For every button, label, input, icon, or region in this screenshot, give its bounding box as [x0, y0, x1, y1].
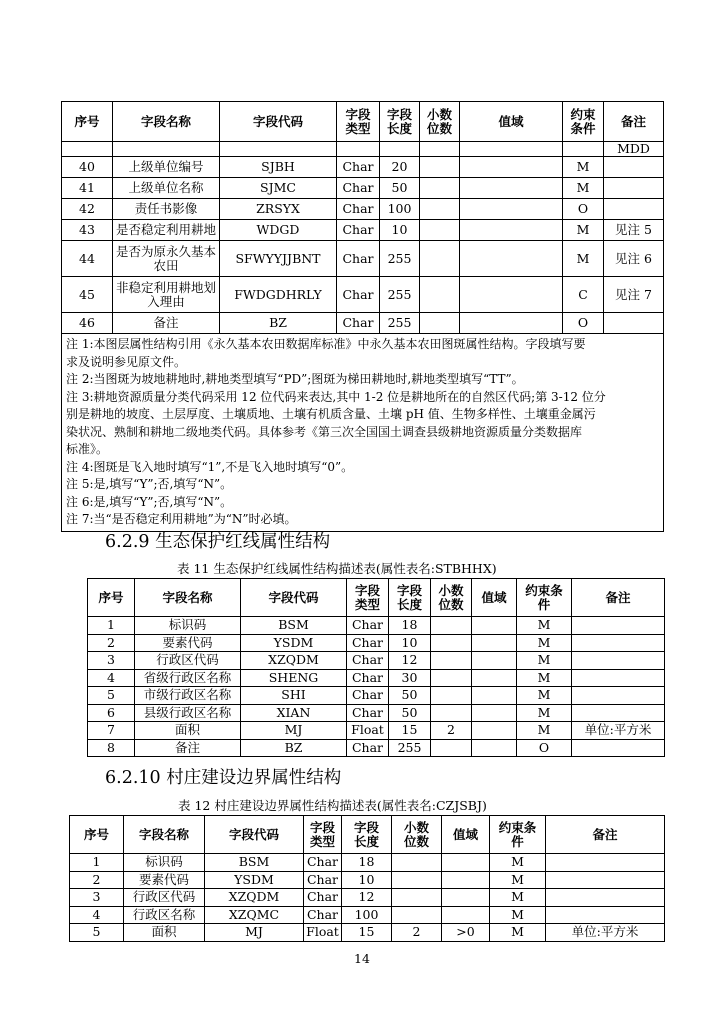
table-cell: M: [490, 889, 546, 907]
table-cell: [472, 634, 517, 652]
table-cell: 46: [62, 313, 113, 334]
table-cell: O: [563, 313, 604, 334]
table-cell: BSM: [205, 854, 304, 872]
table-cell: [431, 634, 472, 652]
table-cell: Char: [337, 277, 380, 313]
table-cell: M: [563, 241, 604, 277]
table-cell: 6: [88, 704, 135, 722]
column-header: 字段长度: [380, 102, 420, 142]
table-row: [88, 704, 665, 722]
table-cell: Char: [337, 241, 380, 277]
table-cell: 面积: [135, 722, 241, 740]
table-cell: 255: [380, 277, 420, 313]
table-cell: 县级行政区名称: [135, 704, 241, 722]
column-header: 小数位数: [420, 102, 460, 142]
table-cell: 面积: [124, 924, 205, 942]
table-cell: [392, 906, 442, 924]
table-cell: 见注 6: [604, 241, 664, 277]
table-cell: [442, 871, 490, 889]
table-cell: M: [490, 871, 546, 889]
table-cell: 是否为原永久基本农田: [113, 241, 220, 277]
table-cell: Char: [337, 220, 380, 241]
table-cell: [604, 178, 664, 199]
table-caption: 表 11 生态保护红线属性结构描述表(属性表名:STBHHX): [177, 561, 497, 576]
table-cell: >0: [442, 924, 490, 942]
table-cell: Char: [347, 669, 389, 687]
note-line: 注 7:当“是否稳定利用耕地”为“N”时必填。: [66, 512, 297, 526]
table-cell: 20: [380, 157, 420, 178]
table-cell: [472, 652, 517, 670]
table-cell: [431, 704, 472, 722]
table-cell: 100: [380, 199, 420, 220]
table-cell: 5: [88, 687, 135, 705]
table-cell: 50: [389, 704, 431, 722]
table-cell: [431, 617, 472, 635]
table-row: [62, 313, 664, 334]
table-cell: [572, 687, 665, 705]
page-number: 14: [354, 951, 370, 966]
table-cell: Char: [337, 157, 380, 178]
table-cell: YSDM: [241, 634, 347, 652]
note-line: 注 2:当图斑为坡地耕地时,耕地类型填写“PD”;图斑为梯田耕地时,耕地类型填写“TT”。: [66, 372, 524, 386]
table-cell: O: [517, 739, 572, 757]
table-row: [62, 277, 664, 313]
table-cell: [604, 157, 664, 178]
note-line: 注 4:图斑是飞入地时填写“1”,不是飞入地时填写“0”。: [66, 459, 354, 474]
column-header: 小数位数: [431, 579, 472, 617]
column-header: 字段代码: [241, 579, 347, 617]
table-cell: [472, 722, 517, 740]
table-cell: Char: [337, 178, 380, 199]
table-cell: [472, 687, 517, 705]
note-line: 注 5:是,填写“Y”;否,填写“N”。: [66, 477, 233, 491]
table-cell: [546, 854, 665, 872]
note-line: 别是耕地的坡度、土层厚度、土壤质地、土壤有机质含量、土壤 pH 值、生物多样性、土壤重金属污: [66, 407, 596, 421]
table-cell: BZ: [241, 739, 347, 757]
table-cell: [420, 178, 460, 199]
table-cell: Char: [337, 313, 380, 334]
table-cell: 100: [342, 906, 392, 924]
table-cell: MJ: [205, 924, 304, 942]
column-header: 字段类型: [304, 816, 342, 854]
table-cell: [572, 652, 665, 670]
column-header: 约束条件: [563, 102, 604, 142]
table-cell: SJMC: [220, 178, 337, 199]
table-row: [70, 906, 665, 924]
table-header-row: [88, 579, 665, 617]
table-cell: 是否稳定利用耕地: [113, 220, 220, 241]
table-caption: 表 12 村庄建设边界属性结构描述表(属性表名:CZJSBJ): [178, 798, 487, 813]
table-cell: 2: [70, 871, 124, 889]
table-cell: [460, 178, 563, 199]
table-cell: [460, 220, 563, 241]
table-cell: 43: [62, 220, 113, 241]
table-cell: M: [563, 157, 604, 178]
table-cell: 要素代码: [124, 871, 205, 889]
column-header: 约束条件: [517, 579, 572, 617]
table-row: [62, 220, 664, 241]
table-cell: SJBH: [220, 157, 337, 178]
table-cell: 7: [88, 722, 135, 740]
column-header: 约束条件: [490, 816, 546, 854]
section-heading: 6.2.9 生态保护红线属性结构: [105, 532, 331, 552]
field-table-czjsbj: [69, 815, 665, 942]
table-row: [62, 157, 664, 178]
table-cell: Float: [304, 924, 342, 942]
table-cell: 单位:平方米: [546, 924, 665, 942]
table-cell: [431, 687, 472, 705]
table-cell: 行政区名称: [124, 906, 205, 924]
table-cell: FWDGDHRLY: [220, 277, 337, 313]
table-cell: [546, 889, 665, 907]
table-cell: M: [490, 906, 546, 924]
table-cell: M: [517, 704, 572, 722]
table-cell: [392, 854, 442, 872]
table-cell: 单位:平方米: [572, 722, 665, 740]
note-line: 标准》。: [66, 442, 109, 456]
table-cell: 责任书影像: [113, 199, 220, 220]
table-cell: [392, 889, 442, 907]
table-cell: Char: [304, 906, 342, 924]
table-cell: [472, 617, 517, 635]
column-header: 备注: [604, 102, 664, 142]
table-cell: Float: [347, 722, 389, 740]
table-cell: SFWYYJJBNT: [220, 241, 337, 277]
table-cell: 上级单位编号: [113, 157, 220, 178]
table-cell: BZ: [220, 313, 337, 334]
table-cell: 10: [389, 634, 431, 652]
table-cell: Char: [347, 704, 389, 722]
table-cell: 市级行政区名称: [135, 687, 241, 705]
table-cell: 行政区代码: [124, 889, 205, 907]
table-cell: M: [490, 924, 546, 942]
table-cell: 备注: [113, 313, 220, 334]
table-cell: M: [517, 652, 572, 670]
table-row: [62, 142, 664, 157]
table-cell: [572, 617, 665, 635]
table-cell: 12: [342, 889, 392, 907]
table-cell: [546, 871, 665, 889]
column-header: 序号: [88, 579, 135, 617]
table-cell: Char: [304, 889, 342, 907]
column-header: 字段长度: [389, 579, 431, 617]
table-cell: XIAN: [241, 704, 347, 722]
table-cell: MDD: [604, 142, 664, 157]
column-header: 序号: [70, 816, 124, 854]
table-cell: 44: [62, 241, 113, 277]
table-cell: 非稳定利用耕地划入理由: [113, 277, 220, 313]
table-cell: 上级单位名称: [113, 178, 220, 199]
table-cell: M: [517, 669, 572, 687]
table-cell: Char: [304, 854, 342, 872]
column-header: 备注: [546, 816, 665, 854]
table-cell: [472, 704, 517, 722]
table-cell: M: [517, 634, 572, 652]
table-header-row: [62, 102, 664, 142]
table-cell: 行政区代码: [135, 652, 241, 670]
table-cell: M: [517, 617, 572, 635]
table-row: [62, 241, 664, 277]
note-line: 注 6:是,填写“Y”;否,填写“N”。: [66, 494, 233, 509]
table-cell: [604, 313, 664, 334]
column-header: 字段名称: [113, 102, 220, 142]
table-cell: C: [563, 277, 604, 313]
table-cell: 要素代码: [135, 634, 241, 652]
table-cell: 5: [70, 924, 124, 942]
table-cell: [442, 889, 490, 907]
table-cell: XZQDM: [241, 652, 347, 670]
section-heading: 6.2.10 村庄建设边界属性结构: [105, 768, 342, 788]
table-cell: XZQDM: [205, 889, 304, 907]
table-cell: SHI: [241, 687, 347, 705]
table-cell: [472, 669, 517, 687]
table-cell: WDGD: [220, 220, 337, 241]
table-cell: 1: [70, 854, 124, 872]
table-cell: M: [517, 687, 572, 705]
column-header: 字段名称: [135, 579, 241, 617]
table-cell: Char: [347, 739, 389, 757]
table-cell: BSM: [241, 617, 347, 635]
table-cell: 42: [62, 199, 113, 220]
note-line: 染状况、熟制和耕地二级地类代码。具体参考《第三次全国国土调查县级耕地资源质量分类数据库: [66, 424, 583, 439]
table-row: [70, 889, 665, 907]
table-cell: 41: [62, 178, 113, 199]
table-row: [62, 199, 664, 220]
table-cell: [572, 669, 665, 687]
table-cell: 12: [389, 652, 431, 670]
table-cell: 2: [392, 924, 442, 942]
table-cell: 18: [389, 617, 431, 635]
column-header: 字段名称: [124, 816, 205, 854]
table-cell: 8: [88, 739, 135, 757]
table-cell: [420, 277, 460, 313]
table-row: [88, 722, 665, 740]
column-header: 字段代码: [205, 816, 304, 854]
table-cell: MJ: [241, 722, 347, 740]
table-cell: [420, 313, 460, 334]
table-cell: Char: [347, 617, 389, 635]
table-cell: [460, 199, 563, 220]
table-cell: [420, 199, 460, 220]
table-row: [88, 617, 665, 635]
column-header: 备注: [572, 579, 665, 617]
table-cell: [460, 277, 563, 313]
table-notes: [62, 334, 664, 532]
column-header: 值域: [442, 816, 490, 854]
table-cell: Char: [304, 871, 342, 889]
column-header: 小数位数: [392, 816, 442, 854]
table-cell: 40: [62, 157, 113, 178]
column-header: 序号: [62, 102, 113, 142]
column-header: 字段类型: [337, 102, 380, 142]
table-row: [62, 178, 664, 199]
table-cell: [460, 157, 563, 178]
table-cell: 标识码: [135, 617, 241, 635]
table-cell: 2: [431, 722, 472, 740]
table-cell: [546, 906, 665, 924]
field-table-continued: [61, 101, 664, 532]
column-header: 值域: [472, 579, 517, 617]
table-cell: 3: [88, 652, 135, 670]
table-header-row: [70, 816, 665, 854]
table-cell: [572, 704, 665, 722]
table-row: [88, 739, 665, 757]
table-cell: M: [563, 220, 604, 241]
table-cell: [442, 906, 490, 924]
field-table-stbhhx: [87, 578, 665, 757]
table-cell: [604, 199, 664, 220]
table-cell: 30: [389, 669, 431, 687]
table-cell: [392, 871, 442, 889]
table-cell: [431, 652, 472, 670]
table-cell: [431, 739, 472, 757]
table-cell: 15: [342, 924, 392, 942]
table-cell: 45: [62, 277, 113, 313]
table-cell: [572, 739, 665, 757]
table-cell: [420, 220, 460, 241]
column-header: 值域: [460, 102, 563, 142]
table-cell: 18: [342, 854, 392, 872]
table-cell: 备注: [135, 739, 241, 757]
table-cell: 4: [70, 906, 124, 924]
table-cell: 50: [380, 178, 420, 199]
table-cell: 255: [380, 313, 420, 334]
table-cell: 4: [88, 669, 135, 687]
table-row: [88, 687, 665, 705]
column-header: 字段长度: [342, 816, 392, 854]
table-cell: 标识码: [124, 854, 205, 872]
column-header: 字段类型: [347, 579, 389, 617]
table-cell: [460, 241, 563, 277]
table-cell: 10: [342, 871, 392, 889]
table-cell: XZQMC: [205, 906, 304, 924]
table-cell: 50: [389, 687, 431, 705]
table-row: [88, 669, 665, 687]
table-cell: [431, 669, 472, 687]
table-row: [70, 854, 665, 872]
table-cell: Char: [347, 652, 389, 670]
table-row: [88, 652, 665, 670]
table-cell: [572, 634, 665, 652]
table-cell: 10: [380, 220, 420, 241]
table-row: [70, 924, 665, 942]
table-cell: 见注 5: [604, 220, 664, 241]
table-cell: M: [563, 178, 604, 199]
table-cell: [460, 313, 563, 334]
table-cell: M: [517, 722, 572, 740]
table-cell: M: [490, 854, 546, 872]
table-cell: 15: [389, 722, 431, 740]
table-cell: 2: [88, 634, 135, 652]
table-cell: [420, 241, 460, 277]
table-cell: YSDM: [205, 871, 304, 889]
column-header: 字段代码: [220, 102, 337, 142]
table-cell: ZRSYX: [220, 199, 337, 220]
table-cell: 省级行政区名称: [135, 669, 241, 687]
table-cell: 255: [389, 739, 431, 757]
table-cell: 见注 7: [604, 277, 664, 313]
note-line: 注 3:耕地资源质量分类代码采用 12 位代码来表达,其中 1-2 位是耕地所在的自然区代码;第 3-12 位分: [66, 389, 606, 404]
table-row: [88, 634, 665, 652]
table-cell: O: [563, 199, 604, 220]
table-cell: Char: [347, 634, 389, 652]
table-row: [70, 871, 665, 889]
note-line: 注 1:本图层属性结构引用《永久基本农田数据库标准》中永久基本农田图斑属性结构。字段填写要: [66, 337, 586, 351]
table-cell: [442, 854, 490, 872]
table-cell: 255: [380, 241, 420, 277]
table-cell: [420, 157, 460, 178]
table-cell: 1: [88, 617, 135, 635]
table-cell: [472, 739, 517, 757]
table-cell: Char: [337, 199, 380, 220]
note-line: 求及说明参见原文件。: [66, 354, 187, 369]
table-cell: SHENG: [241, 669, 347, 687]
table-cell: 3: [70, 889, 124, 907]
table-cell: Char: [347, 687, 389, 705]
